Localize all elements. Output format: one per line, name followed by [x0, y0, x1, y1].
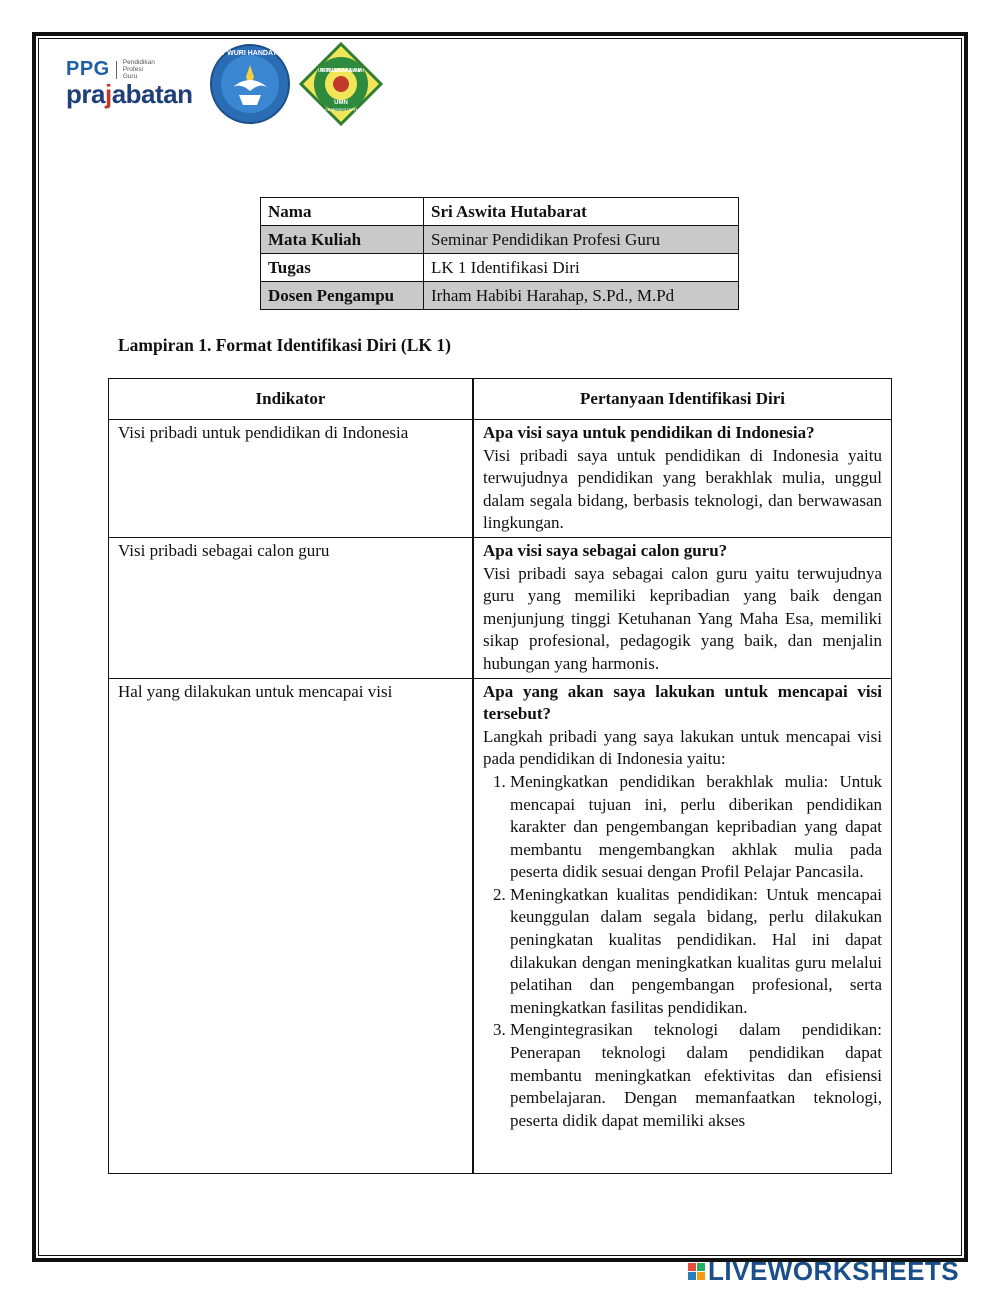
list-item: 2. Meningkatkan kualitas pendidikan: Untuk mencapai keunggulan dalam segala bidang, perlu dilakukan peningkatan kualitas pendidikan. Hal ini dapat dilakukan dengan meningkatkan kualitas guru melalui pelatihan dan pengembangan profesional, serta meningkatkan fasilitas pendidikan.: [510, 884, 882, 1020]
header-logos: [66, 42, 383, 126]
ppg-subtitle: Pendidikan Profesi Guru: [122, 59, 155, 80]
ppg-prajabatan-logo: [66, 58, 193, 110]
question-text: Apa visi saya sebagai calon guru?: [483, 540, 728, 560]
info-value: Sri Aswita Hutabarat: [424, 198, 739, 226]
tut-wuri-handayani-logo: [209, 43, 291, 125]
liveworksheets-watermark: [688, 1256, 959, 1287]
info-value: LK 1 Identifikasi Diri: [424, 254, 739, 282]
list-item: 3. Mengintegrasikan teknologi dalam pendidikan: Penerapan teknologi dalam pendidikan dapat membantu meningkatkan efektivitas dan efisiensi pembelajaran. Dengan memanfaatkan teknologi, peserta didik dapat memiliki akses: [510, 1019, 882, 1132]
info-key: Mata Kuliah: [261, 226, 424, 254]
liveworksheets-text: LIVEWORKSHEETS: [708, 1256, 960, 1286]
prajabatan-wordmark: prajabatan: [66, 79, 193, 109]
info-key: Nama: [261, 198, 424, 226]
umn-al-washliyah-logo: [299, 42, 383, 126]
identity-info-table: [260, 197, 739, 310]
table-row: [109, 537, 892, 678]
ppg-divider: [116, 61, 117, 79]
table-row: [109, 420, 892, 538]
info-key: Tugas: [261, 254, 424, 282]
question-text: Apa visi saya untuk pendidikan di Indonesia?: [483, 423, 815, 442]
info-value: Seminar Pendidikan Profesi Guru: [424, 226, 739, 254]
info-value: Irham Habibi Harahap, S.Pd., M.Pd: [424, 282, 739, 310]
header-indikator: Indikator: [109, 379, 474, 420]
answer-cell: [473, 678, 892, 1173]
table-row: [109, 678, 892, 1173]
list-item: 1. Meningkatkan pendidikan berakhlak mulia: Untuk mencapai tujuan ini, perlu diberikan pendidikan karakter dan pengembangan kepribadian yang dapat membantu mengembangkan akhlak mulia pada peserta didik sesuai dengan Profil Pelajar Pancasila.: [510, 771, 882, 884]
logo2-text-bottom: AL WASHLIYAH: [324, 107, 357, 112]
lampiran-title: Lampiran 1. Format Identifikasi Diri (LK 1): [118, 335, 451, 355]
logo2-text-mid: UMN: [333, 100, 348, 106]
answer-text: Visi pribadi saya untuk pendidikan di Indonesia yaitu terwujudnya pendidikan yang berakhlak mulia, unggul dalam segala bidang, berbasis teknologi, dan berwawasan lingkungan.: [483, 445, 882, 533]
indikator-cell: Hal yang dilakukan untuk mencapai visi: [109, 678, 474, 1173]
steps-list: [483, 771, 882, 1133]
info-row-dosen: [261, 282, 739, 310]
answer-cell: [473, 537, 892, 678]
info-row-mata-kuliah: [261, 226, 739, 254]
answer-cell: [473, 420, 892, 538]
answer-text: Langkah pribadi yang saya lakukan untuk mencapai visi pada pendidikan di Indonesia yaitu:: [483, 726, 882, 769]
question-text: Apa yang akan saya lakukan untuk mencapai visi tersebut?: [483, 681, 882, 724]
indikator-cell: Visi pribadi sebagai calon guru: [109, 537, 474, 678]
info-key: Dosen Pengampu: [261, 282, 424, 310]
header-pertanyaan: Pertanyaan Identifikasi Diri: [473, 379, 892, 420]
info-row-nama: [261, 198, 739, 226]
logo2-text-top: UNIVERSITAS MUSLIM NUSANTARA AL WASHLIYAH: [317, 68, 364, 74]
info-row-tugas: [261, 254, 739, 282]
identifikasi-diri-table: [108, 378, 892, 1174]
logo1-text: TUT WURI HANDAYANI: [211, 50, 288, 57]
indikator-cell: Visi pribadi untuk pendidikan di Indonesia: [109, 420, 474, 538]
answer-text: Visi pribadi saya sebagai calon guru yaitu terwujudnya guru yang memiliki kepribadian yang baik dengan menjunjung tinggi Ketuhanan Yang Maha Esa, memiliki sikap profesional, pedagogik yang baik, dan menjalin hubungan yang harmonis.: [483, 563, 882, 673]
ppg-abbr: PPG: [66, 58, 110, 80]
liveworksheets-grid-icon: [688, 1263, 705, 1280]
table-header-row: [109, 379, 892, 420]
